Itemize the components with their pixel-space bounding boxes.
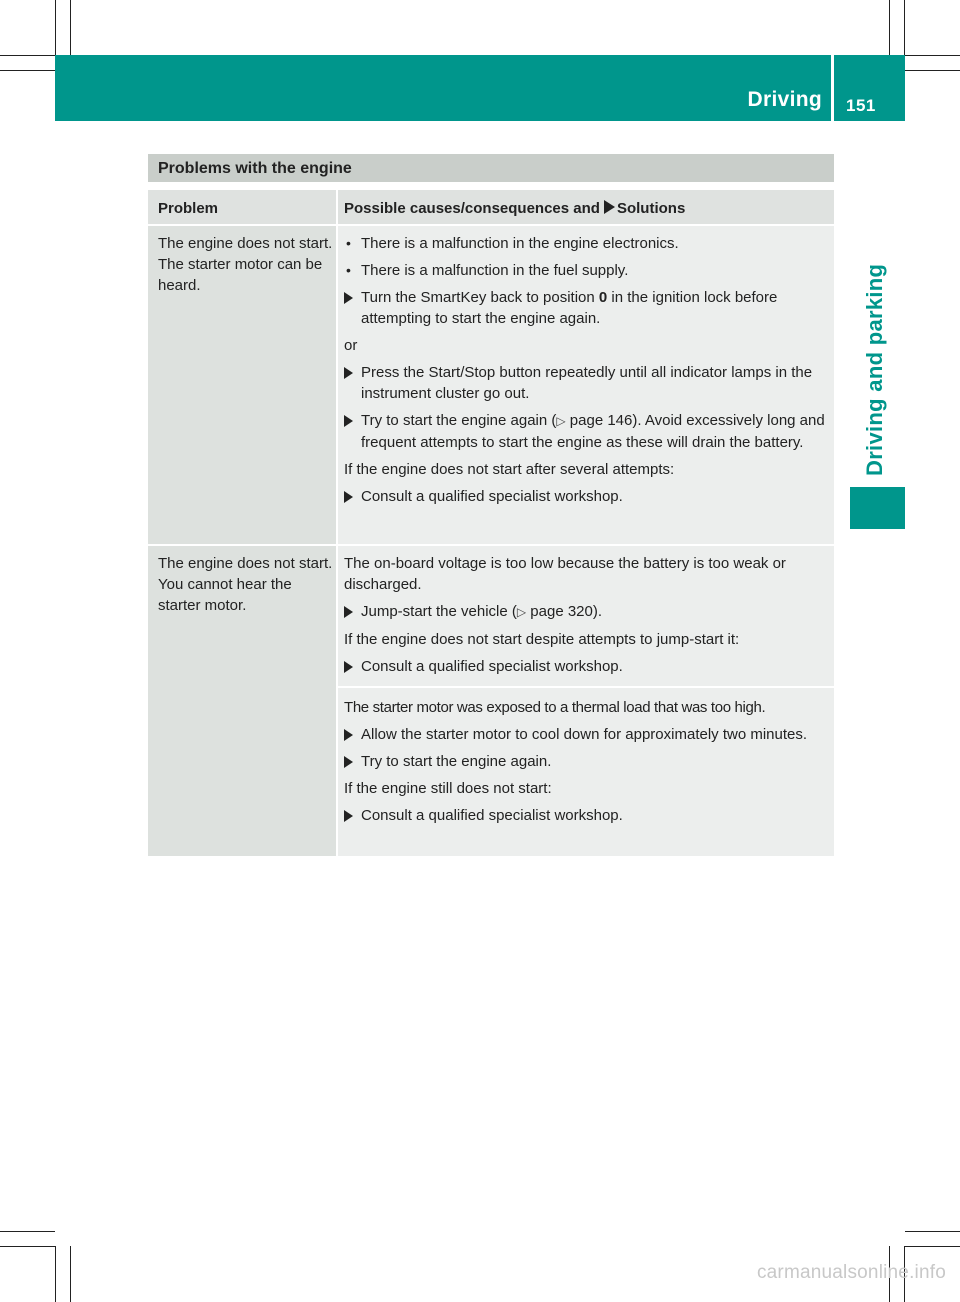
crop-mark bbox=[55, 0, 56, 55]
or-separator: or bbox=[344, 337, 358, 354]
crop-mark bbox=[70, 0, 71, 55]
page-reference-text: page 320). bbox=[530, 603, 603, 620]
action-arrow-icon bbox=[604, 200, 615, 214]
cause-text: There is a malfunction in the fuel supply. bbox=[361, 262, 629, 279]
crop-mark bbox=[70, 1246, 71, 1302]
action-arrow-icon bbox=[344, 606, 353, 618]
bullet-icon: • bbox=[346, 235, 351, 251]
crop-mark bbox=[0, 1231, 55, 1232]
table-row-2-solutions-a bbox=[344, 553, 828, 683]
crop-mark bbox=[55, 1246, 56, 1302]
action-text: Consult a qualified specialist workshop. bbox=[361, 807, 623, 824]
footer-watermark-link[interactable]: carmanualsonline.info bbox=[756, 1262, 946, 1283]
column-header-problem: Problem bbox=[158, 200, 219, 217]
header-divider bbox=[831, 55, 834, 121]
action-arrow-icon bbox=[344, 810, 353, 822]
action-step bbox=[344, 805, 828, 826]
action-text: Turn the SmartKey back to position bbox=[361, 289, 595, 306]
action-step bbox=[344, 656, 828, 677]
condition-text: If the engine still does not start: bbox=[344, 780, 552, 797]
column-header-solutions-prefix: Possible causes/consequences and bbox=[344, 200, 600, 217]
cause-text: The on-board voltage is too low because the battery is too weak or discharged. bbox=[344, 555, 786, 593]
crop-mark bbox=[889, 0, 890, 55]
column-header-solutions bbox=[344, 200, 685, 217]
action-arrow-icon bbox=[344, 292, 353, 304]
action-arrow-icon bbox=[344, 661, 353, 673]
chapter-side-label: Driving and parking bbox=[862, 263, 887, 476]
action-arrow-icon bbox=[344, 756, 353, 768]
crop-mark bbox=[0, 1246, 55, 1247]
cause-item bbox=[344, 233, 828, 254]
section-title: Driving bbox=[747, 88, 822, 111]
action-step bbox=[344, 486, 828, 507]
action-text: Try to start the engine again. bbox=[361, 753, 552, 770]
action-arrow-icon bbox=[344, 491, 353, 503]
table-row-1-solutions bbox=[344, 233, 828, 513]
action-text: Try to start the engine again ( bbox=[361, 412, 557, 429]
action-step bbox=[344, 410, 828, 453]
crop-mark bbox=[905, 55, 960, 56]
bullet-icon: • bbox=[346, 262, 351, 278]
condition-text: If the engine does not start despite attempts to jump-start it: bbox=[344, 631, 740, 648]
action-step bbox=[344, 287, 828, 329]
condition-text: If the engine does not start after several attempts: bbox=[344, 461, 675, 478]
action-step bbox=[344, 751, 828, 772]
page-reference-text: page 146). Avoid excessively long and frequent attempts to start the engine as these will drain the battery. bbox=[361, 412, 825, 451]
action-step bbox=[344, 362, 828, 404]
action-text: Consult a qualified specialist workshop. bbox=[361, 658, 623, 675]
cause-text: The starter motor was exposed to a thermal load that was too high. bbox=[344, 699, 766, 716]
action-arrow-icon bbox=[344, 367, 353, 379]
cause-text: There is a malfunction in the engine electronics. bbox=[361, 235, 679, 252]
crop-mark bbox=[904, 0, 905, 55]
cause-item bbox=[344, 260, 828, 281]
action-arrow-icon bbox=[344, 729, 353, 741]
crop-mark bbox=[905, 70, 960, 71]
table-row-1-problem: The engine does not start. The starter motor can be heard. bbox=[158, 235, 333, 294]
action-step bbox=[344, 724, 828, 745]
crop-mark bbox=[905, 1246, 960, 1247]
action-step bbox=[344, 601, 828, 623]
action-text: Allow the starter motor to cool down for approximately two minutes. bbox=[361, 726, 808, 743]
crop-mark bbox=[0, 70, 55, 71]
action-arrow-icon bbox=[344, 415, 353, 427]
table-row-2-problem: The engine does not start. You cannot hear the starter motor. bbox=[158, 555, 333, 614]
position-value: 0 bbox=[598, 289, 608, 306]
table-title: Problems with the engine bbox=[158, 160, 352, 177]
crop-mark bbox=[0, 55, 55, 56]
page-reference-icon: ▷ bbox=[516, 605, 527, 619]
action-text: in the ignition lock before attempting to start the engine again. bbox=[361, 289, 778, 327]
page-number: 151 bbox=[846, 96, 876, 115]
action-text: Consult a qualified specialist workshop. bbox=[361, 488, 623, 505]
crop-mark bbox=[905, 1231, 960, 1232]
action-text: Press the Start/Stop button repeatedly until all indicator lamps in the instrument cluster go out. bbox=[361, 364, 813, 402]
page-reference-icon: ▷ bbox=[556, 414, 566, 428]
column-header-solutions-suffix: Solutions bbox=[616, 200, 686, 217]
action-text: Jump-start the vehicle ( bbox=[361, 603, 517, 620]
table-row-2-solutions-b bbox=[344, 697, 828, 832]
chapter-tab-marker bbox=[850, 487, 905, 529]
